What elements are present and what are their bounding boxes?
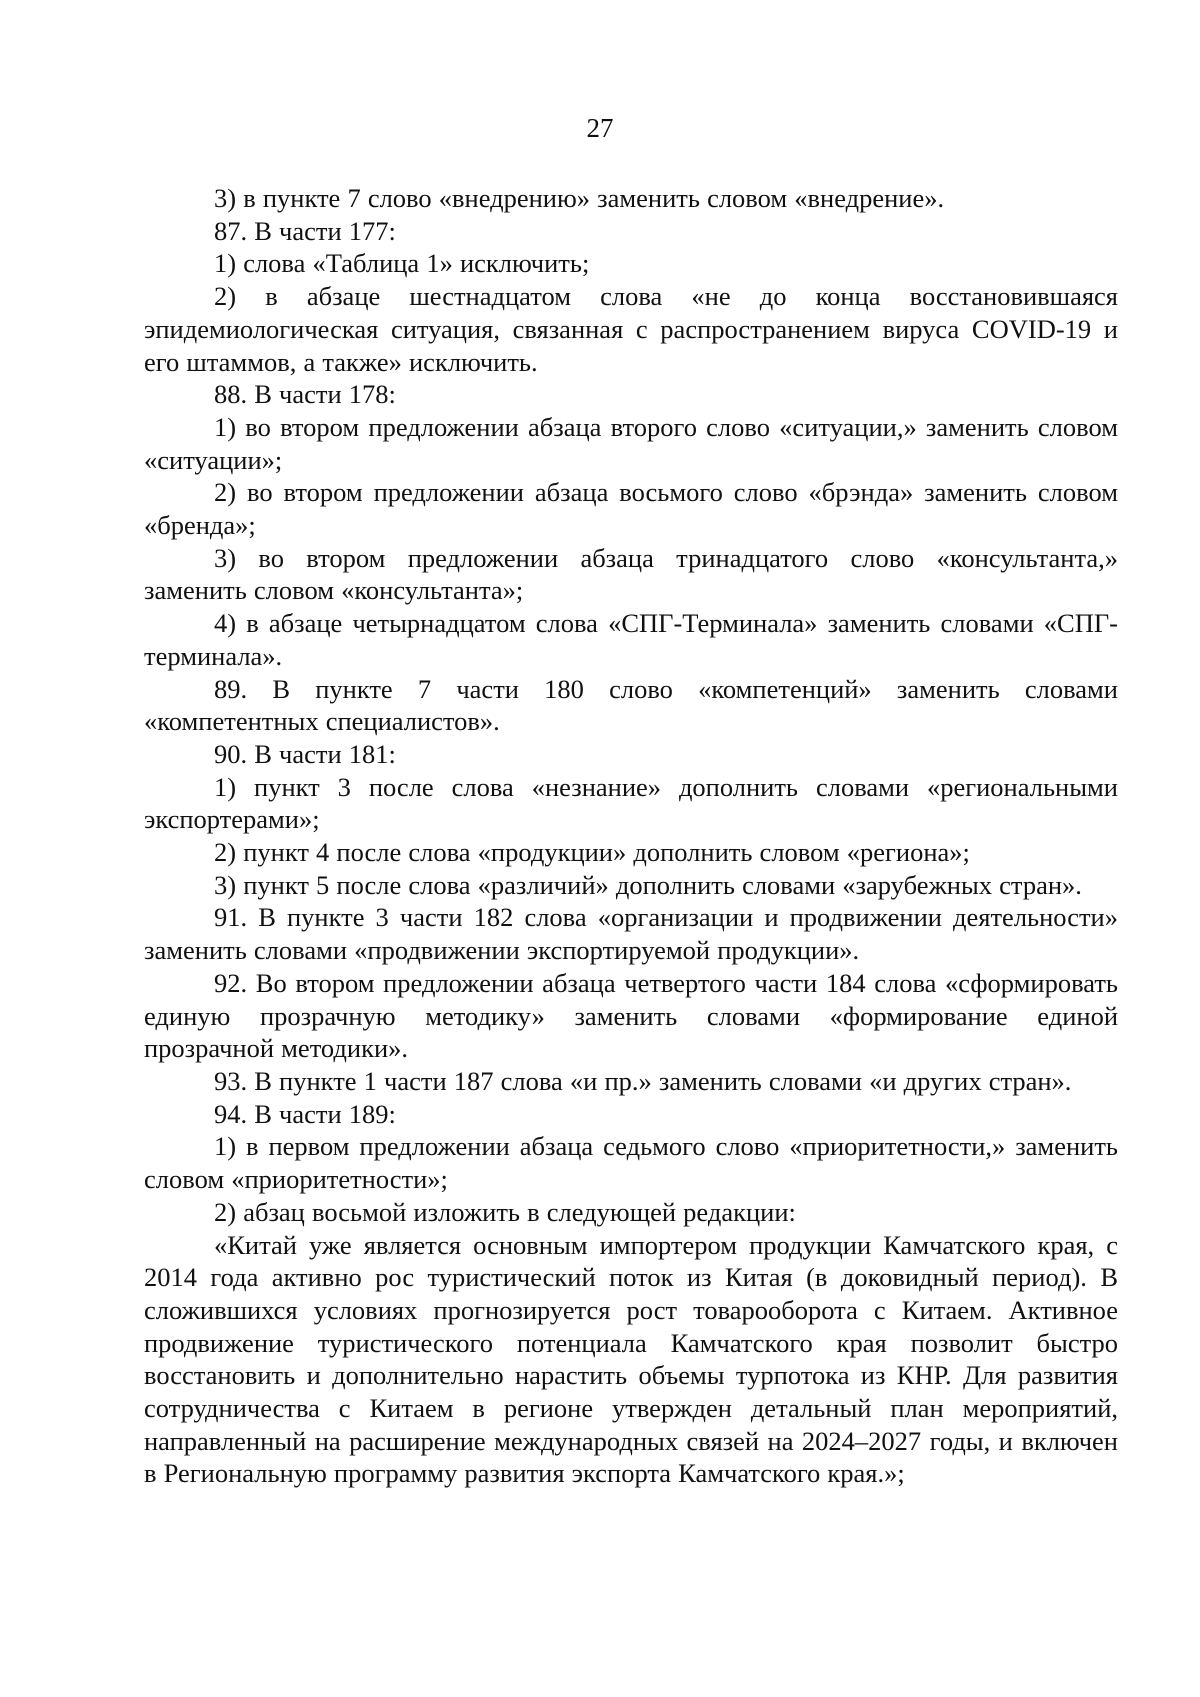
paragraph: 87. В части 177: (214, 215, 396, 246)
paragraph: 2) в абзаце шестнадцатом слова «не до конца восстановившаяся эпидемиологическая ситуация, связанная с распространением вируса COVID-19 и его штаммов, а также» исключить. (144, 281, 1118, 377)
paragraph: 1) слова «Таблица 1» исключить; (214, 248, 590, 279)
paragraph: 92. Во втором предложении абзаца четвертого части 184 слова «сформировать единую прозрачную методику» заменить словами «формирование единой прозрачной методики». (144, 967, 1118, 1064)
paragraph: 94. В части 189: (214, 1098, 396, 1129)
page-number: 27 (586, 113, 614, 143)
paragraph: 2) пункт 4 после слова «продукции» дополнить словом «региона»; (214, 837, 970, 868)
paragraph: 88. В части 178: (214, 379, 396, 410)
document-body (144, 182, 1118, 1490)
paragraph: 93. В пункте 1 части 187 слова «и пр.» заменить словами «и других стран». (214, 1065, 1072, 1096)
paragraph: 90. В части 181: (214, 738, 396, 769)
paragraph: 3) во втором предложении абзаца тринадцатого слово «консультанта,» заменить словом «консультанта»; (144, 542, 1118, 606)
paragraph: 91. В пункте 3 части 182 слова «организации и продвижении деятельности» заменить словами «продвижении экспортируемой продукции». (144, 902, 1118, 966)
paragraph: 89. В пункте 7 части 180 слово «компетенций» заменить словами «компетентных специалистов». (144, 673, 1118, 737)
paragraph: 2) абзац восьмой изложить в следующей редакции: (214, 1196, 796, 1227)
paragraph: 1) пункт 3 после слова «незнание» дополнить словами «региональными экспортерами»; (144, 771, 1118, 835)
paragraph: «Китай уже является основным импортером продукции Камчатского края, с 2014 года активно рос туристический поток из Китая (в доковидный период). В сложившихся условиях прогнозируется рост товарооборота с Китаем. Активное продвижение туристического потенциала Камчатского края позволит быстро восстановить и дополнительно нарастить объемы турпотока из КНР. Для развития сотрудничества с Китаем в регионе утвержден детальный план мероприятий, направленный на расширение международных связей на 2024–2027 годы, и включен в Региональную программу развития экспорта Камчатского края.»; (144, 1229, 1118, 1489)
paragraph: 3) в пункте 7 слово «внедрению» заменить словом «внедрение». (214, 183, 945, 213)
paragraph: 1) во втором предложении абзаца второго слово «ситуации,» заменить словом «ситуации»; (144, 411, 1118, 475)
paragraph: 2) во втором предложении абзаца восьмого слово «брэнда» заменить словом «бренда»; (144, 477, 1118, 541)
paragraph: 1) в первом предложении абзаца седьмого слово «приоритетности,» заменить словом «приоритетности»; (144, 1131, 1118, 1195)
paragraph: 4) в абзаце четырнадцатом слова «СПГ-Терминала» заменить словами «СПГ-терминала». (144, 608, 1118, 671)
paragraph: 3) пункт 5 после слова «различий» дополнить словами «зарубежных стран». (214, 869, 1082, 900)
